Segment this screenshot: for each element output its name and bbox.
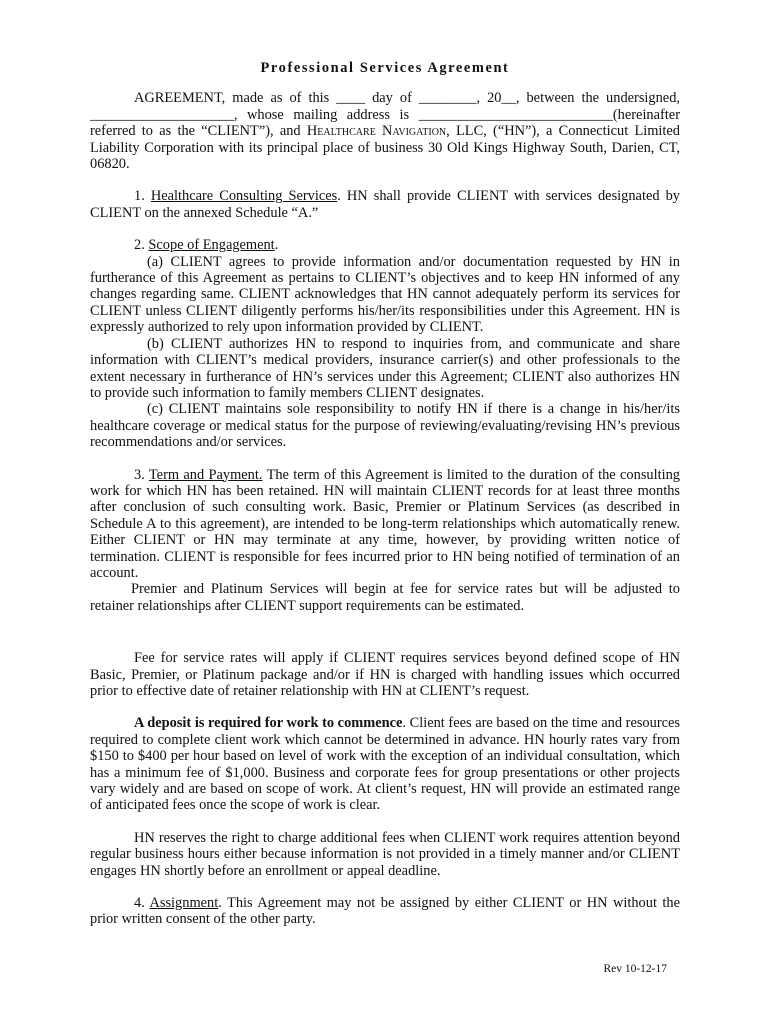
section-2-heading-period: . <box>274 237 279 254</box>
section-3-reserve: HN reserves the right to charge additional fees when CLIENT work requires attention beyond regular business hours either because information is not provided in a timely manner and/or CLIENT engages HN shortly before an enrollment or appeal deadline. <box>90 829 680 879</box>
deposit-notice: A deposit is required for work to commence <box>134 715 403 732</box>
intro-text-2: , LLC, (“HN”), a Connecticut Limited Liability Corporation with its principal place of business 30 Old Kings Highway South, Darien, CT, 06820. <box>90 123 680 173</box>
section-3-premier: Premier and Platinum Services will begin at fee for service rates but will be adjusted to retainer relationships after CLIENT support requirements can be estimated. <box>90 581 680 614</box>
section-4-text: . This Agreement may not be assigned by either CLIENT or HN without the prior written consent of the other party. <box>90 895 680 928</box>
section-1-heading: Healthcare Consulting Services <box>150 188 338 205</box>
section-2-heading: Scope of Engagement <box>148 237 275 254</box>
section-2c: (c) CLIENT maintains sole responsibility to notify HN if there is a change in his/her/its healthcare coverage or medical status for the purpose of reviewing/evaluating/revising HN’s previous recommendations and/or services. <box>90 401 680 451</box>
section-2-heading-line <box>90 237 680 253</box>
intro-text-1: AGREEMENT, made as of this ____ day of ________, 20__, between the undersigned, ____________________, whose mailing address is ___________________________(hereinafter referred to as the “CLIENT”), and <box>90 90 680 140</box>
section-4-heading: Assignment <box>149 895 219 912</box>
company-name: Healthcare Navigation <box>306 123 447 140</box>
section-4-number: 4. <box>134 895 145 912</box>
section-2a: (a) CLIENT agrees to provide information and/or documentation requested by HN in furtherance of this Agreement as pertains to CLIENT’s objectives and to keep HN informed of any changes regarding same. CLIENT acknowledges that HN cannot adequately perform its services for CLIENT unless CLIENT diligently performs his/her/its responsibilities under this Agreement. HN is expressly authorized to rely upon information provided by CLIENT. <box>90 253 680 336</box>
section-2-number: 2. <box>134 237 145 254</box>
document-title: Professional Services Agreement <box>260 60 510 76</box>
section-1-text: . HN shall provide CLIENT with services designated by CLIENT on the annexed Schedule “A.” <box>90 188 680 221</box>
deposit-text: . Client fees are based on the time and resources required to complete client work which cannot be determined in advance. HN hourly rates vary from $150 to $400 per hour based on level of work with the exception of an individual consultation, which has a minimum fee of $1,000. Business and corporate fees for group presentations or other projects vary widely and are based on scope of work. At client’s request, HN will provide an estimated range of anticipated fees once the scope of work is clear. <box>90 715 680 814</box>
section-1 <box>90 188 680 221</box>
section-3-number: 3. <box>134 466 145 483</box>
section-3-deposit <box>90 715 680 813</box>
intro-paragraph <box>90 90 680 172</box>
revision-label: Rev 10-12-17 <box>603 963 667 975</box>
section-3-text: The term of this Agreement is limited to the duration of the consulting work for which HN has been retained. HN will maintain CLIENT records for at least three months after conclusion of such consulting work. Basic, Premier or Platinum Services (as described in Schedule A to this agreement), are intended to be long-term relationships which automatically renew. Either CLIENT or HN may terminate at any time, however, by providing written notice of termination. CLIENT is responsible for fees incurred prior to HN being notified of termination of an account. <box>90 466 681 581</box>
section-1-number: 1. <box>134 188 145 205</box>
section-3 <box>90 467 680 582</box>
section-3-fee-rates: Fee for service rates will apply if CLIENT requires services beyond defined scope of HN Basic, Premier, or Platinum package and/or if HN is charged with handling issues which occurred prior to effective date of retainer relationship with HN at CLIENT’s request. <box>90 650 680 699</box>
document-page <box>90 60 680 928</box>
section-4 <box>90 895 680 928</box>
section-3-heading: Term and Payment. <box>148 466 263 483</box>
section-2b: (b) CLIENT authorizes HN to respond to inquiries from, and communicate and share information with CLIENT’s medical providers, insurance carrier(s) and other professionals to the extent necessary in furtherance of HN’s services under this Agreement; CLIENT also authorizes HN to provide such information to family members CLIENT designates. <box>90 335 680 401</box>
